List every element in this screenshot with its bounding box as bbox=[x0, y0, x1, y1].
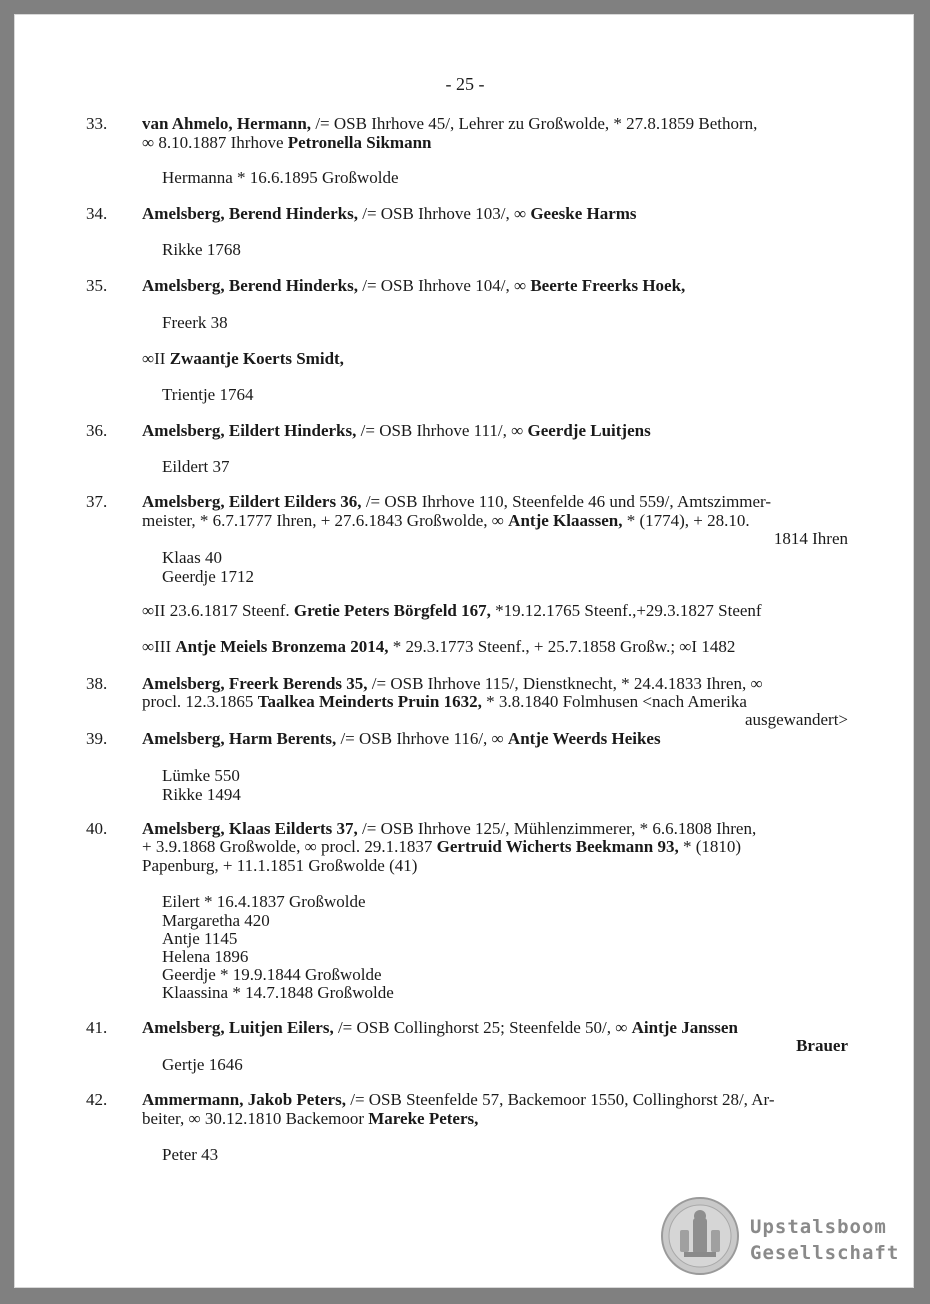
entry-line: Amelsberg, Luitjen Eilers, /= OSB Collinghorst 25; Steenfelde 50/, ∞ Aintje Janssen bbox=[142, 1018, 738, 1037]
entry-number: 38. bbox=[86, 674, 108, 693]
entry-line: ∞ 8.10.1887 Ihrhove Petronella Sikmann bbox=[142, 133, 432, 152]
child-entry: Eilert * 16.4.1837 Großwolde bbox=[162, 892, 366, 911]
entry-name: Amelsberg, Luitjen Eilers, bbox=[142, 1018, 334, 1037]
spouse-name: Geerdje Luitjens bbox=[527, 421, 651, 440]
spouse-name: Antje Meiels Bronzema 2014, bbox=[175, 637, 389, 656]
entry-line: + 3.9.1868 Großwolde, ∞ procl. 29.1.1837 Gertruid Wicherts Beekmann 93, * (1810) bbox=[142, 837, 742, 856]
entry-line: Papenburg, + 11.1.1851 Großwolde (41) bbox=[142, 856, 418, 875]
marriage-line: ∞II Zwaantje Koerts Smidt, bbox=[142, 349, 344, 368]
logo-wordmark: Upstalsboom Gesellschaft bbox=[750, 1216, 900, 1264]
spouse-name: Taalkea Meinderts Pruin 1632, bbox=[257, 692, 482, 711]
spouse-name: Beerte Freerks Hoek, bbox=[530, 276, 686, 295]
child-entry: Geerdje 1712 bbox=[162, 567, 255, 586]
child-entry: Freerk 38 bbox=[162, 313, 228, 332]
spouse-name: Petronella Sikmann bbox=[287, 133, 432, 152]
entry-line: Amelsberg, Eildert Eilders 36, /= OSB Ihrhove 110, Steenfelde 46 und 559/, Amtszimmer- bbox=[142, 492, 772, 511]
marriage-line: ∞II 23.6.1817 Steenf. Gretie Peters Börgfeld 167, *19.12.1765 Steenf.,+29.3.1827 Steenf bbox=[142, 601, 762, 620]
child-entry: Hermanna * 16.6.1895 Großwolde bbox=[162, 168, 399, 187]
seal-logo-icon bbox=[660, 1196, 740, 1276]
entry-line-continued bbox=[796, 1036, 848, 1056]
child-entry: Margaretha 420 bbox=[162, 911, 270, 930]
child-entry: Peter 43 bbox=[162, 1145, 219, 1164]
entry-line: Amelsberg, Klaas Eilderts 37, /= OSB Ihrhove 125/, Mühlenzimmerer, * 6.6.1808 Ihren, bbox=[142, 819, 757, 838]
entry-name: Amelsberg, Berend Hinderks, bbox=[142, 204, 358, 223]
entry-line-continued: 1814 Ihren bbox=[773, 529, 848, 548]
entry-number: 34. bbox=[86, 204, 108, 223]
spouse-name: Gretie Peters Börgfeld 167, bbox=[293, 601, 491, 620]
entry-line: Amelsberg, Berend Hinderks, /= OSB Ihrhove 104/, ∞ Beerte Freerks Hoek, bbox=[142, 276, 686, 295]
entry-number: 42. bbox=[86, 1090, 108, 1109]
entry-number: 37. bbox=[86, 492, 108, 511]
child-entry: Lümke 550 bbox=[162, 766, 240, 785]
entry-line: van Ahmelo, Hermann, /= OSB Ihrhove 45/, Lehrer zu Großwolde, * 27.8.1859 Bethorn, bbox=[142, 114, 758, 133]
entry-name: Amelsberg, Eildert Eilders 36, bbox=[142, 492, 362, 511]
entry-name: Amelsberg, Berend Hinderks, bbox=[142, 276, 358, 295]
entry-line: Amelsberg, Eildert Hinderks, /= OSB Ihrhove 111/, ∞ Geerdje Luitjens bbox=[142, 421, 651, 440]
child-entry: Klaassina * 14.7.1848 Großwolde bbox=[162, 983, 394, 1002]
spouse-name: Antje Weerds Heikes bbox=[507, 729, 661, 748]
child-entry: Eildert 37 bbox=[162, 457, 230, 476]
child-entry: Rikke 1494 bbox=[162, 785, 241, 804]
entry-line: beiter, ∞ 30.12.1810 Backemoor Mareke Peters, bbox=[142, 1109, 479, 1128]
entry-line: procl. 12.3.1865 Taalkea Meinderts Pruin 1632, * 3.8.1840 Folmhusen <nach Amerika bbox=[142, 692, 747, 711]
child-entry: Klaas 40 bbox=[162, 548, 222, 567]
entry-number: 41. bbox=[86, 1018, 108, 1037]
spouse-name: Antje Klaassen, bbox=[508, 511, 623, 530]
entry-number: 33. bbox=[86, 114, 108, 133]
entry-name: Amelsberg, Klaas Eilderts 37, bbox=[142, 819, 358, 838]
child-entry: Trientje 1764 bbox=[162, 385, 254, 404]
child-entry: Gertje 1646 bbox=[162, 1055, 243, 1074]
entry-name: Ammermann, Jakob Peters, bbox=[142, 1090, 346, 1109]
entry-name: van Ahmelo, Hermann, bbox=[142, 114, 312, 133]
page-number: - 25 - bbox=[445, 74, 485, 94]
entry-number: 36. bbox=[86, 421, 108, 440]
spouse-name: Gertruid Wicherts Beekmann 93, bbox=[436, 837, 679, 856]
entry-line: meister, * 6.7.1777 Ihren, + 27.6.1843 Großwolde, ∞ Antje Klaassen, * (1774), + 28.10. bbox=[142, 511, 750, 530]
spouse-name: Zwaantje Koerts Smidt, bbox=[169, 349, 344, 368]
entry-line: Ammermann, Jakob Peters, /= OSB Steenfelde 57, Backemoor 1550, Collinghorst 28/, Ar- bbox=[142, 1090, 775, 1109]
child-entry: Helena 1896 bbox=[162, 947, 249, 966]
entry-number: 39. bbox=[86, 729, 108, 748]
child-entry: Antje 1145 bbox=[162, 929, 238, 948]
spouse-name: Geeske Harms bbox=[530, 204, 637, 223]
entry-name: Amelsberg, Harm Berents, bbox=[142, 729, 337, 748]
child-entry: Rikke 1768 bbox=[162, 240, 241, 259]
entry-name: Amelsberg, Freerk Berends 35, bbox=[142, 674, 368, 693]
entry-number: 40. bbox=[86, 819, 108, 838]
entry-line-continued: ausgewandert> bbox=[744, 710, 848, 729]
entry-name: Amelsberg, Eildert Hinderks, bbox=[142, 421, 357, 440]
entry-line: Amelsberg, Harm Berents, /= OSB Ihrhove 116/, ∞ Antje Weerds Heikes bbox=[142, 729, 661, 748]
child-entry: Geerdje * 19.9.1844 Großwolde bbox=[162, 965, 382, 984]
entry-line: Amelsberg, Berend Hinderks, /= OSB Ihrhove 103/, ∞ Geeske Harms bbox=[142, 204, 637, 223]
spouse-name: Mareke Peters, bbox=[368, 1109, 479, 1128]
spouse-name: Aintje Janssen bbox=[631, 1018, 738, 1037]
entry-number: 35. bbox=[86, 276, 108, 295]
spouse-name-continued: Brauer bbox=[796, 1036, 848, 1055]
entry-line: Amelsberg, Freerk Berends 35, /= OSB Ihrhove 115/, Dienstknecht, * 24.4.1833 Ihren, ∞ bbox=[142, 674, 763, 693]
marriage-line: ∞III Antje Meiels Bronzema 2014, * 29.3.1773 Steenf., + 25.7.1858 Großw.; ∞I 1482 bbox=[142, 637, 736, 656]
